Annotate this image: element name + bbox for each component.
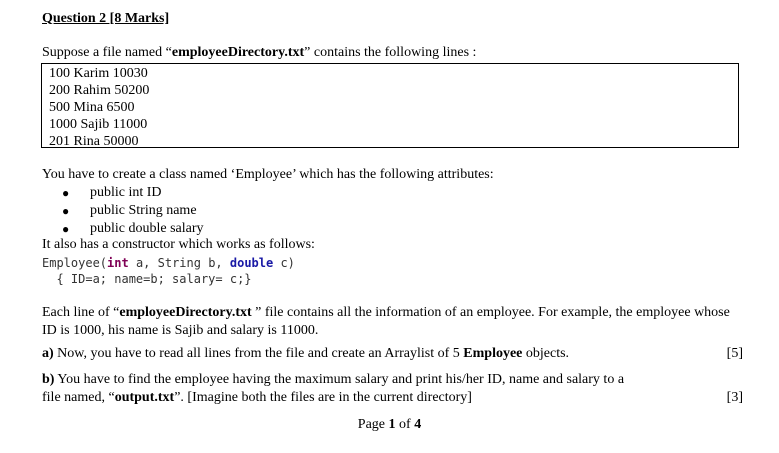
part-a-marks: [5] xyxy=(726,346,743,361)
intro-prefix: Suppose a file named “ xyxy=(42,45,172,60)
part-a-text-after: objects. xyxy=(522,346,570,361)
page-current: 1 xyxy=(388,417,396,432)
part-b-line-2 xyxy=(42,390,472,406)
code-keyword-double: double xyxy=(229,256,274,270)
each-line-suffix: ” file contains all the information of an employee. For example, the employee whose ID is 1000, his name is Sajib and salary is 11000. xyxy=(42,305,730,338)
code-line-1 xyxy=(42,256,295,270)
part-b-label: b) xyxy=(42,372,55,387)
part-b-text-before: file named, “ xyxy=(42,390,115,405)
attribute-item: public double salary xyxy=(90,221,204,236)
part-b-text-after: ”. [Imagine both the files are in the current directory] xyxy=(174,390,472,405)
page-of: of xyxy=(395,417,415,432)
part-a-bold: Employee xyxy=(463,346,523,361)
part-a-label: a) xyxy=(42,346,54,361)
code-text: c) xyxy=(273,256,295,270)
part-a-text: Now, you have to read all lines from the file and create an Arraylist of 5 xyxy=(53,346,464,361)
file-line: 100 Karim 10030 xyxy=(49,66,148,81)
part-b-filename: output.txt xyxy=(114,390,175,405)
part-b-line-1 xyxy=(42,372,624,388)
file-line: 201 Rina 50000 xyxy=(49,134,139,149)
bullet-icon: ● xyxy=(62,222,70,236)
file-line: 200 Rahim 50200 xyxy=(49,83,150,98)
code-text: Employee( xyxy=(42,256,108,270)
part-a xyxy=(42,346,569,362)
question-intro xyxy=(42,45,476,61)
intro-suffix: ” contains the following lines : xyxy=(304,45,477,60)
attribute-item: public int ID xyxy=(90,185,162,200)
page-label: Page xyxy=(357,417,389,432)
part-b-text: You have to find the employee having the maximum salary and print his/her ID, name and salary to a xyxy=(54,372,625,387)
each-line-paragraph xyxy=(42,304,742,340)
code-text: a, String b, xyxy=(128,256,230,270)
each-line-filename: employeeDirectory.txt xyxy=(119,305,252,320)
page-footer xyxy=(0,417,779,433)
file-line: 500 Mina 6500 xyxy=(49,100,135,115)
part-b-marks: [3] xyxy=(726,390,743,405)
code-line-2: { ID=a; name=b; salary= c;} xyxy=(42,272,252,286)
code-keyword-int: int xyxy=(107,256,129,270)
intro-filename: employeeDirectory.txt xyxy=(171,45,305,60)
file-contents-box xyxy=(41,63,739,148)
bullet-icon: ● xyxy=(62,204,70,218)
each-line-prefix: Each line of “ xyxy=(42,305,120,320)
question-title: Question 2 [8 Marks] xyxy=(42,11,170,26)
class-description: You have to create a class named ‘Employee’ which has the following attributes: xyxy=(42,167,494,182)
attribute-item: public String name xyxy=(90,203,197,218)
page-total: 4 xyxy=(414,417,422,432)
file-line: 1000 Sajib 11000 xyxy=(49,117,148,132)
constructor-description: It also has a constructor which works as follows: xyxy=(42,237,315,252)
bullet-icon: ● xyxy=(62,186,70,200)
